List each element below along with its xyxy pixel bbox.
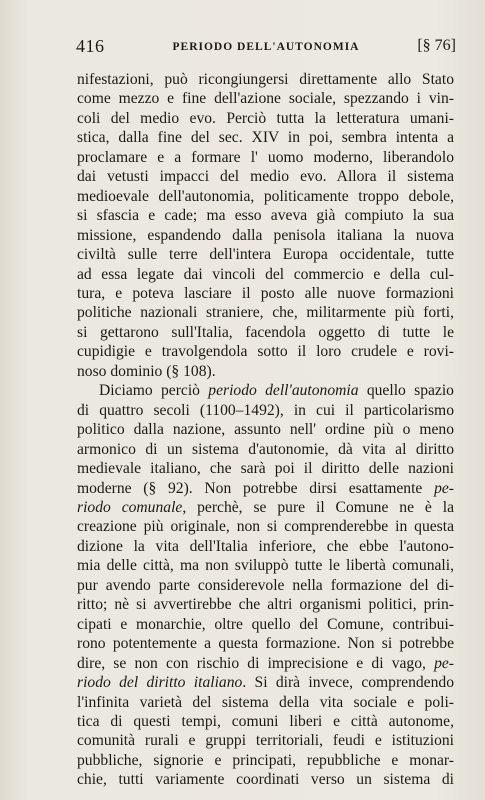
- text-line: comunità rurali e gruppi territoriali, feudi e istituzioni: [77, 732, 454, 750]
- body-text: [77, 70, 454, 790]
- text-run: , perchè, se pure il Comune ne è la: [182, 498, 454, 516]
- text-line: come mezzo e fine dell'azione sociale, spezzando i vin-: [77, 90, 454, 108]
- text-line: pubbliche, signorie e principati, repubbliche e monar-: [77, 751, 454, 769]
- text-line: si gettarono sull'Italia, facendola oggetto di tutte le: [77, 323, 454, 341]
- text-line: cupidigie e travolgendola sotto il loro crudele e rovi-: [77, 343, 454, 361]
- text-line: medievale italiano, che sarà poi il diritto delle nazioni: [77, 460, 454, 478]
- text-line: ritto; nè si avvertirebbe che altri organismi politici, prin-: [77, 596, 454, 614]
- section-reference: [§ 76]: [417, 37, 456, 54]
- text-line: tica di questi tempi, comuni liberi e città autonome,: [77, 712, 454, 730]
- text-line: cipati e monarchie, oltre quello del Comune, contribui-: [77, 615, 454, 633]
- text-line: dai vetusti impacci del medio evo. Allora il sistema: [77, 168, 454, 186]
- text-line: ad essa legate dai vincoli del commercio e della cul-: [77, 265, 454, 283]
- text-line: mia delle città, ma non sviluppò tutte le libertà comunali,: [77, 557, 454, 575]
- text-line: tura, e poteva lasciare il posto alle nuove formazioni: [77, 284, 454, 302]
- text-run: moderne (§ 92). Non potrebbe dirsi esattamente: [77, 479, 435, 497]
- text-line: si sfascia e cade; ma esso aveva già compiuto la sua: [77, 207, 454, 225]
- text-run: quello spazio: [358, 382, 454, 400]
- text-run: Diciamo perciò: [99, 382, 209, 400]
- text-line: rono potentemente a questa formazione. Non si potrebbe: [77, 635, 454, 653]
- text-line: [77, 479, 454, 498]
- text-line: missione, espandendo dalla penisola italiana la nuova: [77, 226, 454, 244]
- text-line: civiltà sulle terre dell'intera Europa occidentale, tutte: [77, 246, 454, 264]
- text-line: noso dominio (§ 108).: [77, 362, 216, 380]
- text-line: coli del medio evo. Perciò tutta la letteratura umani-: [77, 109, 454, 127]
- text-line: l'infinita varietà del sistema della vita sociale e poli-: [77, 693, 454, 711]
- text-line: chie, tutti variamente coordinati verso un sistema di: [77, 771, 454, 789]
- text-line: creazione più originale, non si comprenderebbe in questa: [77, 518, 454, 536]
- running-header: [76, 36, 456, 60]
- text-line: nifestazioni, può ricongiungersi direttamente allo Stato: [77, 71, 454, 88]
- text-line: [77, 498, 454, 517]
- italic-term: riodo del diritto italiano: [77, 674, 243, 692]
- text-line: stica, dalla fine del sec. XIV in poi, sembra intenta a: [77, 129, 454, 147]
- text-line: [77, 381, 454, 400]
- text-line: dizione la vita dell'Italia inferiore, che ebbe l'autono-: [77, 537, 454, 555]
- italic-term: riodo comunale: [77, 498, 183, 516]
- italic-term: periodo dell'autonomia: [208, 382, 359, 400]
- text-line: di quattro secoli (1100–1492), in cui il particolarismo: [77, 401, 454, 419]
- text-line: politico dalla nazione, assunto nell' ordine più o meno: [77, 421, 454, 439]
- text-line: [77, 654, 454, 673]
- running-title: PERIODO DELL'AUTONOMIA: [172, 41, 360, 53]
- text-line: [77, 673, 454, 692]
- text-line: proclamare e a formare l' uomo moderno, liberandolo: [77, 148, 454, 166]
- text-run: dire, se non con rischio di imprecisione e di vago,: [77, 654, 435, 672]
- text-line: medioevale dell'autonomia, politicamente troppo debole,: [77, 187, 454, 205]
- page-number: 416: [76, 36, 105, 56]
- italic-term: pe-: [434, 654, 454, 672]
- text-line: politiche nazionali straniere, che, militarmente più forti,: [77, 304, 454, 322]
- text-run: . Si dirà invece, comprendendo: [242, 674, 454, 692]
- text-line: armonico di un sistema d'autonomie, dà vita al diritto: [77, 440, 454, 458]
- text-line: pur avendo parte considerevole nella formazione del di-: [77, 576, 454, 594]
- italic-term: pe-: [434, 479, 454, 497]
